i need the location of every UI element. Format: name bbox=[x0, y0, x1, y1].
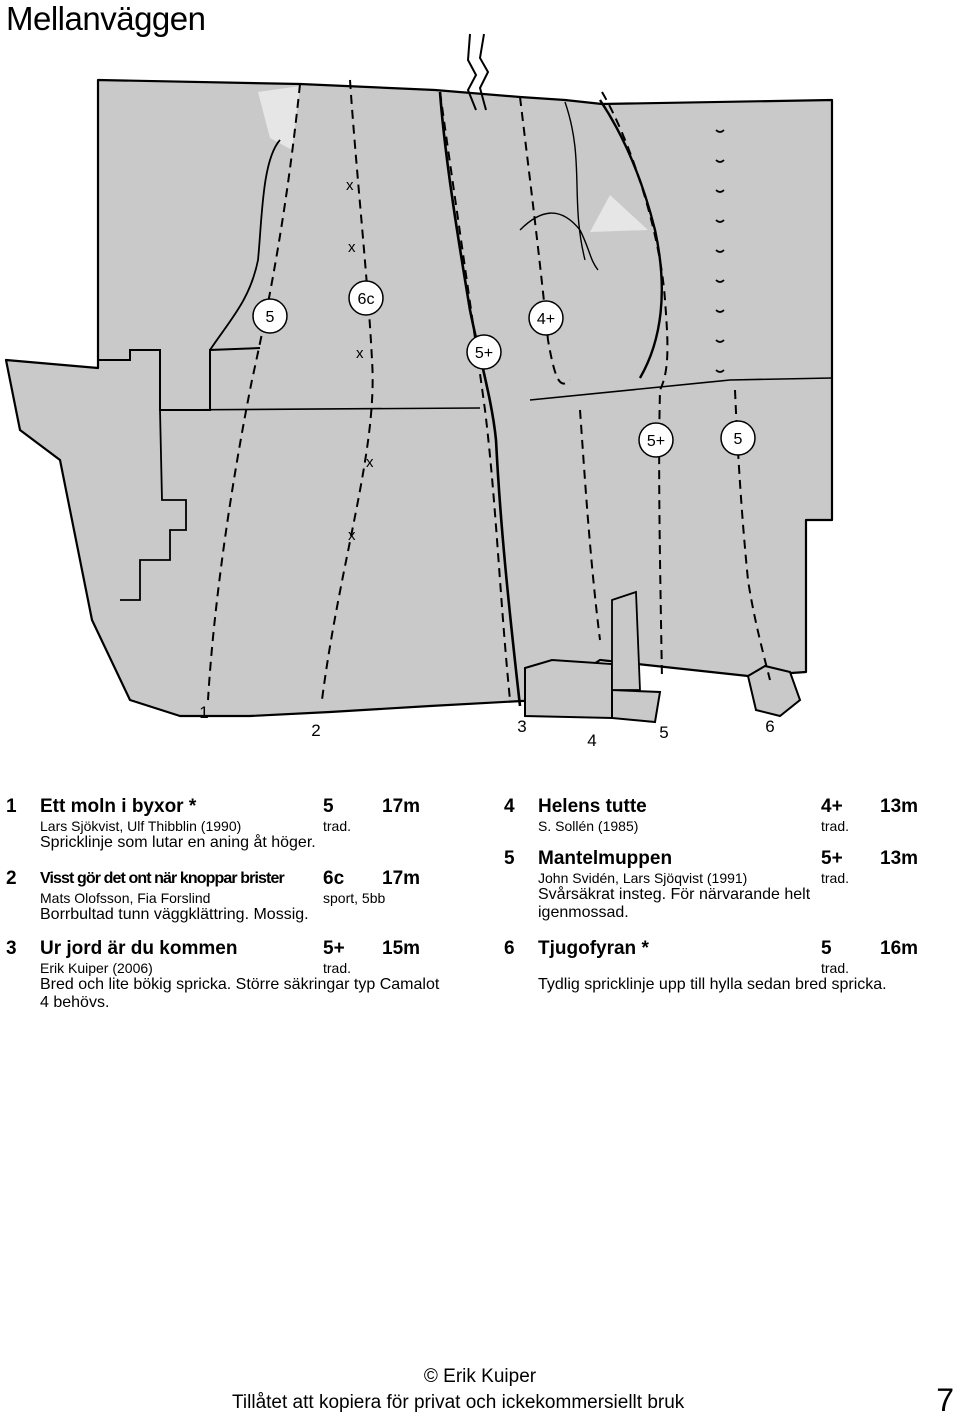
grade-label-4: 4+ bbox=[536, 311, 556, 328]
route-style: sport, 5bb bbox=[323, 890, 386, 906]
route-grade: 5 bbox=[821, 938, 832, 959]
route-entry-2 bbox=[6, 868, 446, 924]
bolt-mark: x bbox=[346, 177, 354, 194]
route-grade: 5+ bbox=[821, 848, 843, 869]
route-start-number-3: 3 bbox=[517, 717, 527, 736]
grade-circle-5 bbox=[639, 423, 673, 457]
route-style: trad. bbox=[821, 818, 850, 834]
grade-label-5: 5+ bbox=[646, 433, 666, 450]
route-style: trad. bbox=[821, 870, 850, 886]
route-name: Tjugofyran * bbox=[538, 938, 649, 959]
grade-circle-4 bbox=[529, 301, 563, 335]
route-description: Borrbultad tunn väggklättring. Mossig. bbox=[40, 906, 309, 923]
route-description: Svårsäkrat insteg. För närvarande helt igenmossad. bbox=[538, 886, 811, 921]
route-start-number-1: 1 bbox=[199, 703, 209, 722]
route-number: 1 bbox=[6, 796, 17, 817]
grade-label-6: 5 bbox=[733, 431, 743, 448]
route-style: trad. bbox=[323, 818, 352, 834]
route-first-ascent: S. Sollén (1985) bbox=[538, 818, 639, 834]
route-number: 2 bbox=[6, 868, 17, 889]
grade-circle-2 bbox=[349, 281, 383, 315]
bolt-mark: x bbox=[348, 239, 356, 256]
page-title: Mellanväggen bbox=[6, 0, 206, 37]
pillar bbox=[612, 592, 640, 690]
route-number: 6 bbox=[504, 938, 515, 959]
route-length: 17m bbox=[382, 796, 421, 817]
grade-circle-6 bbox=[721, 421, 755, 455]
route-description: Tydlig spricklinje upp till hylla sedan bred spricka. bbox=[538, 976, 887, 993]
grade-circle-1 bbox=[253, 299, 287, 333]
route-number: 4 bbox=[504, 796, 515, 817]
route-description: Bred och lite bökig spricka. Större säkringar typ Camalot 4 behövs. bbox=[40, 976, 440, 1011]
route-first-ascent: Erik Kuiper (2006) bbox=[40, 960, 153, 976]
crag-topo-drawing bbox=[0, 30, 960, 750]
grade-label-3: 5+ bbox=[474, 345, 494, 362]
route-number: 5 bbox=[504, 848, 515, 869]
route-length: 15m bbox=[382, 938, 421, 959]
route-start-number-2: 2 bbox=[311, 721, 321, 740]
route-first-ascent: Lars Sjökvist, Ulf Thibblin (1990) bbox=[40, 818, 242, 834]
route-grade: 4+ bbox=[821, 796, 843, 817]
route-entry-1 bbox=[6, 796, 446, 852]
route-length: 16m bbox=[880, 938, 919, 959]
route-description: Spricklinje som lutar en aning åt höger. bbox=[40, 834, 316, 851]
bolt-mark: x bbox=[348, 527, 356, 544]
bolt-mark: x bbox=[356, 345, 364, 362]
route-name: Ett moln i byxor * bbox=[40, 796, 197, 817]
route-grade: 5+ bbox=[323, 938, 345, 959]
route-first-ascent: John Svidén, Lars Sjöqvist (1991) bbox=[538, 870, 748, 886]
page-number: 7 bbox=[936, 1382, 954, 1418]
footer-copyright: © Erik Kuiper bbox=[423, 1366, 537, 1387]
route-name: Ur jord är du kommen bbox=[40, 938, 238, 959]
route-length: 13m bbox=[880, 796, 919, 817]
route-name: Mantelmuppen bbox=[538, 848, 673, 869]
boulder bbox=[612, 690, 660, 722]
route-name: Visst gör det ont när knoppar brister bbox=[40, 870, 284, 887]
grade-circle-3 bbox=[467, 335, 501, 369]
rock-face bbox=[6, 80, 832, 716]
route-start-number-5: 5 bbox=[659, 723, 669, 742]
route-entry-3 bbox=[6, 938, 446, 1012]
route-grade: 6c bbox=[323, 868, 345, 889]
route-first-ascent: Mats Olofsson, Fia Forslind bbox=[40, 890, 211, 906]
grade-label-2: 6c bbox=[357, 291, 375, 308]
route-entry-6 bbox=[504, 938, 944, 994]
route-entry-5 bbox=[504, 848, 944, 922]
grade-label-1: 5 bbox=[265, 309, 275, 326]
route-number: 3 bbox=[6, 938, 17, 959]
boulder bbox=[525, 660, 612, 718]
route-style: trad. bbox=[821, 960, 850, 976]
footer-note: Tillåtet att kopiera för privat och ickekommersiellt bruk bbox=[232, 1392, 685, 1413]
bolt-mark: x bbox=[366, 454, 374, 471]
route-style: trad. bbox=[323, 960, 352, 976]
route-grade: 5 bbox=[323, 796, 334, 817]
route-entry-4 bbox=[504, 796, 944, 834]
route-length: 17m bbox=[382, 868, 421, 889]
route-start-number-4: 4 bbox=[587, 731, 597, 750]
route-start-number-6: 6 bbox=[765, 717, 775, 736]
route-name: Helens tutte bbox=[538, 796, 647, 817]
route-length: 13m bbox=[880, 848, 919, 869]
